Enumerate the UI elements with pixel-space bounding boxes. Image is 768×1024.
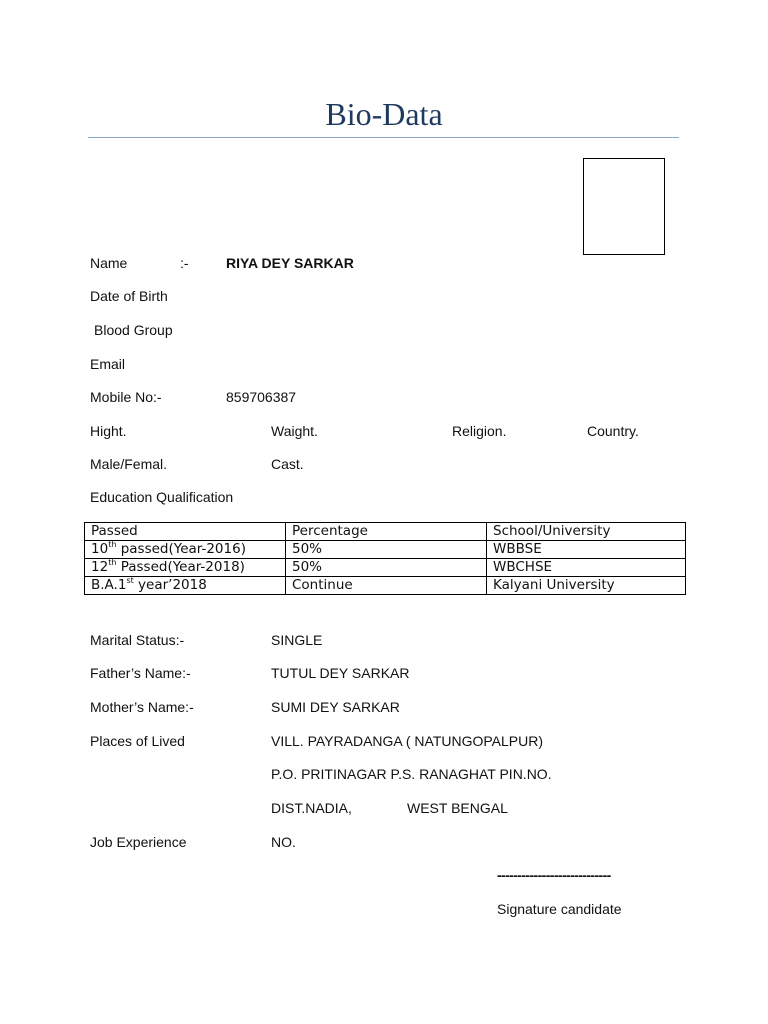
school-cell: Kalyani University xyxy=(487,577,686,595)
caste-label: Cast. xyxy=(271,456,304,472)
marital-status-value: SINGLE xyxy=(271,632,323,648)
marital-status-label: Marital Status:- xyxy=(90,632,185,648)
header-passed: Passed xyxy=(85,523,286,541)
address-district: DIST.NADIA, xyxy=(271,800,352,816)
religion-label: Religion. xyxy=(452,423,507,439)
percentage-cell: 50% xyxy=(286,559,487,577)
signature-line: ---------------------------- xyxy=(497,867,611,883)
mother-name-value: SUMI DEY SARKAR xyxy=(271,699,400,715)
job-experience-value: NO. xyxy=(271,834,296,850)
passed-text: B.A.1 xyxy=(91,577,127,593)
address-line-1: VILL. PAYRADANGA ( NATUNGOPALPUR) xyxy=(271,733,544,749)
school-cell: WBCHSE xyxy=(487,559,686,577)
passed-superscript: th xyxy=(108,557,117,567)
blood-group-label: Blood Group xyxy=(94,322,173,338)
mobile-label: Mobile No:- xyxy=(90,389,162,405)
passed-cell xyxy=(85,577,286,595)
table-row xyxy=(85,559,686,577)
country-label: Country. xyxy=(587,423,639,439)
table-header-row xyxy=(85,523,686,541)
dob-label: Date of Birth xyxy=(90,288,168,304)
height-label: Hight. xyxy=(90,423,127,439)
father-name-label: Father’s Name:- xyxy=(90,665,191,681)
name-label: Name xyxy=(90,255,128,271)
header-school: School/University xyxy=(487,523,686,541)
address-line-2: P.O. PRITINAGAR P.S. RANAGHAT PIN.NO. xyxy=(271,766,552,782)
passed-superscript: st xyxy=(126,575,134,585)
passed-text: passed(Year-2016) xyxy=(116,541,246,557)
passed-text: 10 xyxy=(91,541,109,557)
name-separator: :- xyxy=(180,255,189,271)
passed-superscript: th xyxy=(108,539,117,549)
title-divider xyxy=(88,137,679,138)
passed-text: Passed(Year-2018) xyxy=(116,559,245,575)
father-name-value: TUTUL DEY SARKAR xyxy=(271,665,410,681)
email-label: Email xyxy=(90,356,126,372)
job-experience-label: Job Experience xyxy=(90,834,187,850)
places-label: Places of Lived xyxy=(90,733,185,749)
passed-text: year’2018 xyxy=(133,577,207,593)
percentage-cell: Continue xyxy=(286,577,487,595)
signature-label: Signature candidate xyxy=(497,901,622,917)
gender-label: Male/Femal. xyxy=(90,456,168,472)
address-state: WEST BENGAL xyxy=(407,800,508,816)
mobile-value: 859706387 xyxy=(226,389,297,405)
school-cell: WBBSE xyxy=(487,541,686,559)
mother-name-label: Mother’s Name:- xyxy=(90,699,194,715)
education-heading: Education Qualification xyxy=(90,489,234,505)
header-percentage: Percentage xyxy=(286,523,487,541)
passed-text: 12 xyxy=(91,559,109,575)
table-row xyxy=(85,541,686,559)
education-table xyxy=(84,522,686,595)
page-title: Bio-Data xyxy=(325,96,443,132)
percentage-cell: 50% xyxy=(286,541,487,559)
table-row xyxy=(85,577,686,595)
name-value: RIYA DEY SARKAR xyxy=(226,255,354,271)
photo-placeholder xyxy=(583,158,665,255)
passed-cell xyxy=(85,541,286,559)
weight-label: Waight. xyxy=(271,423,318,439)
passed-cell xyxy=(85,559,286,577)
